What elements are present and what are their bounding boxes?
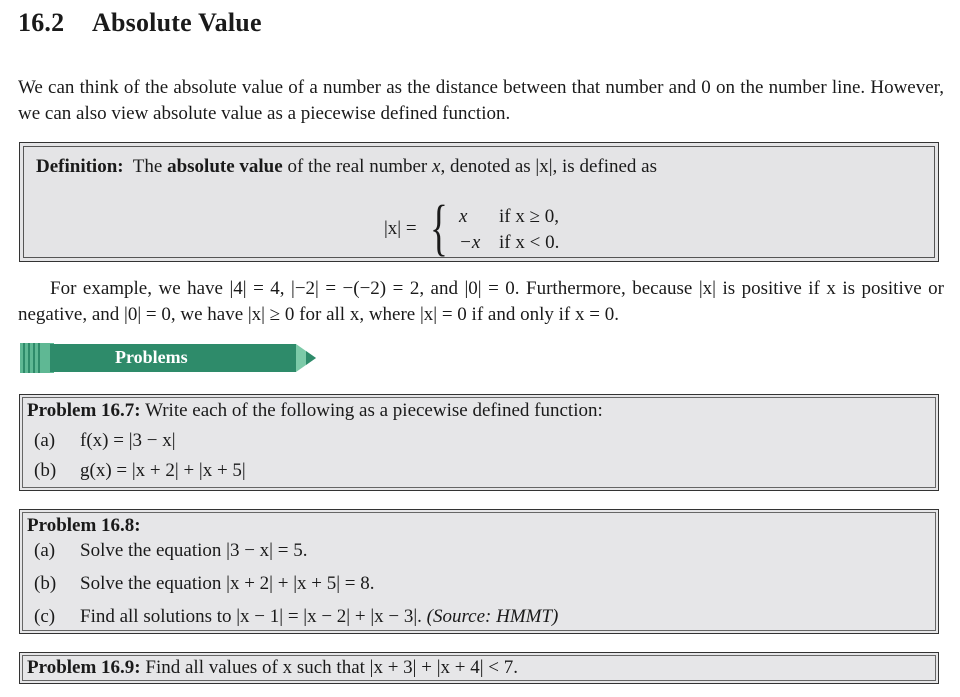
problem-number: Problem 16.7:	[27, 400, 141, 421]
problem-item-label: (b)	[34, 460, 57, 481]
banner-label: Problems	[115, 347, 188, 367]
piecewise-brace: {	[430, 194, 448, 262]
problem-item-label: (b)	[34, 573, 57, 594]
piecewise-lhs: |x| =	[384, 218, 417, 239]
banner-stripes-bg	[20, 343, 54, 373]
definition-term: absolute value	[167, 156, 283, 177]
problem-16-9-box	[19, 652, 939, 684]
problem-prompt: Find all values of x such that |x + 3| + |x + 4| < 7.	[145, 657, 518, 678]
definition-text-pre: The	[132, 156, 163, 177]
banner-stripe	[23, 343, 25, 373]
problem-item-text: Find all solutions to |x − 1| = |x − 2| + |x − 3|.	[80, 606, 422, 627]
problem-item-label: (a)	[34, 430, 56, 451]
problem-title	[27, 657, 518, 679]
banner-stripe	[28, 343, 30, 373]
problem-number: Problem 16.8:	[27, 515, 141, 536]
definition-statement	[36, 156, 657, 178]
piecewise-row-1	[459, 206, 559, 228]
section-title: Absolute Value	[92, 8, 262, 37]
problem-item-text: Solve the equation |3 − x| = 5.	[80, 540, 308, 561]
problem-prompt: Write each of the following as a piecewise defined function:	[145, 400, 603, 421]
problem-item	[34, 540, 307, 562]
problem-item-text: g(x) = |x + 2| + |x + 5|	[80, 460, 246, 481]
definition-var: x	[432, 156, 441, 177]
banner-stripe	[33, 343, 35, 373]
example-paragraph: For example, we have |4| = 4, |−2| = −(−2) = 2, and |0| = 0. Furthermore, because |x| is positive if x is positive or negative, and |0| = 0, we have |x| ≥ 0 for all x, where |x| = 0 if and only if x = 0.	[18, 278, 944, 325]
problem-16-8-box	[19, 509, 939, 634]
banner-arrow-icon	[306, 351, 316, 365]
section-number: 16.2	[18, 8, 65, 37]
problem-item-label: (a)	[34, 540, 56, 561]
piecewise-row-2-value: −x	[459, 232, 481, 253]
definition-box-inner	[23, 146, 935, 262]
problem-item-text: Solve the equation |x + 2| + |x + 5| = 8.	[80, 573, 375, 594]
problem-item	[34, 430, 176, 452]
problem-item	[34, 606, 558, 628]
problem-number: Problem 16.9:	[27, 657, 141, 678]
problem-title	[27, 515, 141, 537]
problems-banner	[20, 343, 320, 373]
banner-stripe	[38, 343, 40, 373]
definition-box	[19, 142, 939, 262]
problem-source: (Source: HMMT)	[426, 606, 559, 627]
piecewise-row-1-condition: if x ≥ 0,	[499, 206, 560, 227]
piecewise-row-1-value: x	[459, 206, 468, 227]
problem-title	[27, 400, 603, 422]
intro-paragraph: We can think of the absolute value of a number as the distance between that number and 0 on the number line. However, we can also view absolute value as a piecewise defined function.	[18, 77, 944, 124]
problem-item	[34, 460, 246, 482]
piecewise-row-2	[459, 232, 559, 254]
problem-item-label: (c)	[34, 606, 56, 627]
problem-item	[34, 573, 375, 595]
problem-item-text: f(x) = |3 − x|	[80, 430, 176, 451]
section-heading	[18, 8, 262, 38]
definition-text-post: , denoted as |x|, is defined as	[440, 156, 657, 177]
piecewise-row-2-condition: if x < 0.	[499, 232, 560, 253]
definition-text-mid: of the real number	[287, 156, 428, 177]
definition-label: Definition:	[36, 156, 124, 177]
problem-16-7-box	[19, 394, 939, 491]
